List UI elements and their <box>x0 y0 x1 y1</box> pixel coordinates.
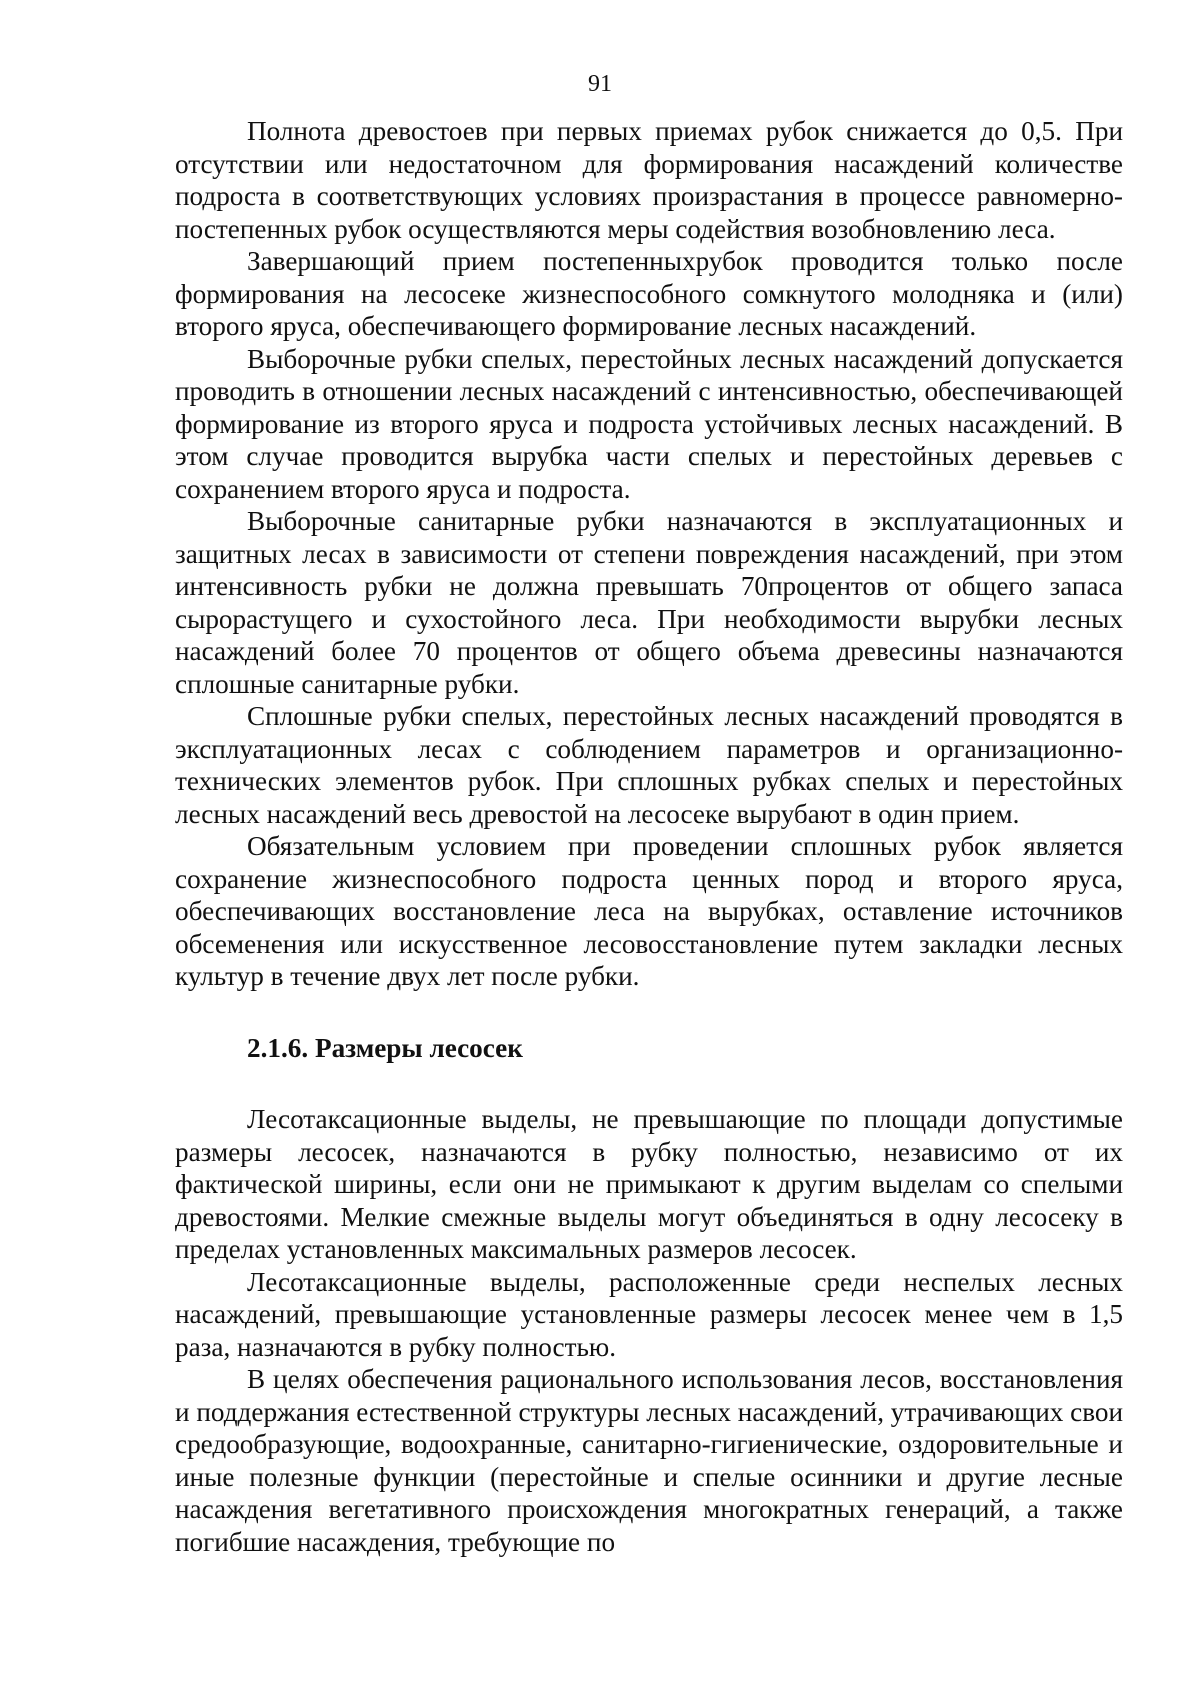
paragraph: В целях обеспечения рационального использования лесов, восстановления и поддержания естественной структуры лесных насаждений, утрачивающих свои средообразующие, водоохранные, санитарно-гигиенические, оздоровительные и иные полезные функции (перестойные и спелые осинники и другие лесные насаждения вегетативного происхождения многократных генераций, а также погибшие насаждения, требующие по <box>175 1364 1123 1557</box>
paragraph: Лесотаксационные выделы, расположенные среди неспелых лесных насаждений, превышающие установленные размеры лесосек менее чем в 1,5 раза, назначаются в рубку полностью. <box>175 1266 1123 1362</box>
paragraph: Лесотаксационные выделы, не превышающие по площади допустимые размеры лесосек, назначаются в рубку полностью, независимо от их фактической ширины, если они не примыкают к другим выделам со спелыми древостоями. Мелкие смежные выделы могут объединяться в одну лесосеку в пределах установленных максимальных размеров лесосек. <box>175 1104 1123 1264</box>
paragraph: Завершающий прием постепенныхрубок проводится только после формирования на лесосеке жизнеспособного сомкнутого молодняка и (или) второго яруса, обеспечивающего формирование лесных насаждений. <box>175 246 1123 341</box>
page-number: 91 <box>588 71 612 97</box>
section-heading: 2.1.6. Размеры лесосек <box>247 1032 523 1063</box>
page-content <box>175 115 1123 1558</box>
paragraph: Выборочные санитарные рубки назначаются в эксплуатационных и защитных лесах в зависимости от степени повреждения насаждений, при этом интенсивность рубки не должна превышать 70процентов от общего запаса сырорастущего и сухостойного леса. При необходимости вырубки лесных насаждений более 70 процентов от общего объема древесины назначаются сплошные санитарные рубки. <box>175 506 1123 699</box>
paragraph: Выборочные рубки спелых, перестойных лесных насаждений допускается проводить в отношении лесных насаждений с интенсивностью, обеспечивающей формирование из второго яруса и подроста устойчивых лесных насаждений. В этом случае проводится вырубка части спелых и перестойных деревьев с сохранением второго яруса и подроста. <box>175 343 1123 504</box>
paragraph: Полнота древостоев при первых приемах рубок снижается до 0,5. При отсутствии или недостаточном для формирования насаждений количестве подроста в соответствующих условиях произрастания в процессе равномерно-постепенных рубок осуществляются меры содействия возобновлению леса. <box>175 116 1123 244</box>
paragraph: Сплошные рубки спелых, перестойных лесных насаждений проводятся в эксплуатационных лесах с соблюдением параметров и организационно-технических элементов рубок. При сплошных рубках спелых и перестойных лесных насаждений весь древостой на лесосеке вырубают в один прием. <box>175 701 1123 829</box>
paragraph: Обязательным условием при проведении сплошных рубок является сохранение жизнеспособного подроста ценных пород и второго яруса, обеспечивающих восстановление леса на вырубках, оставление источников обсеменения или искусственное лесовосстановление путем закладки лесных культур в течение двух лет после рубки. <box>175 831 1123 991</box>
